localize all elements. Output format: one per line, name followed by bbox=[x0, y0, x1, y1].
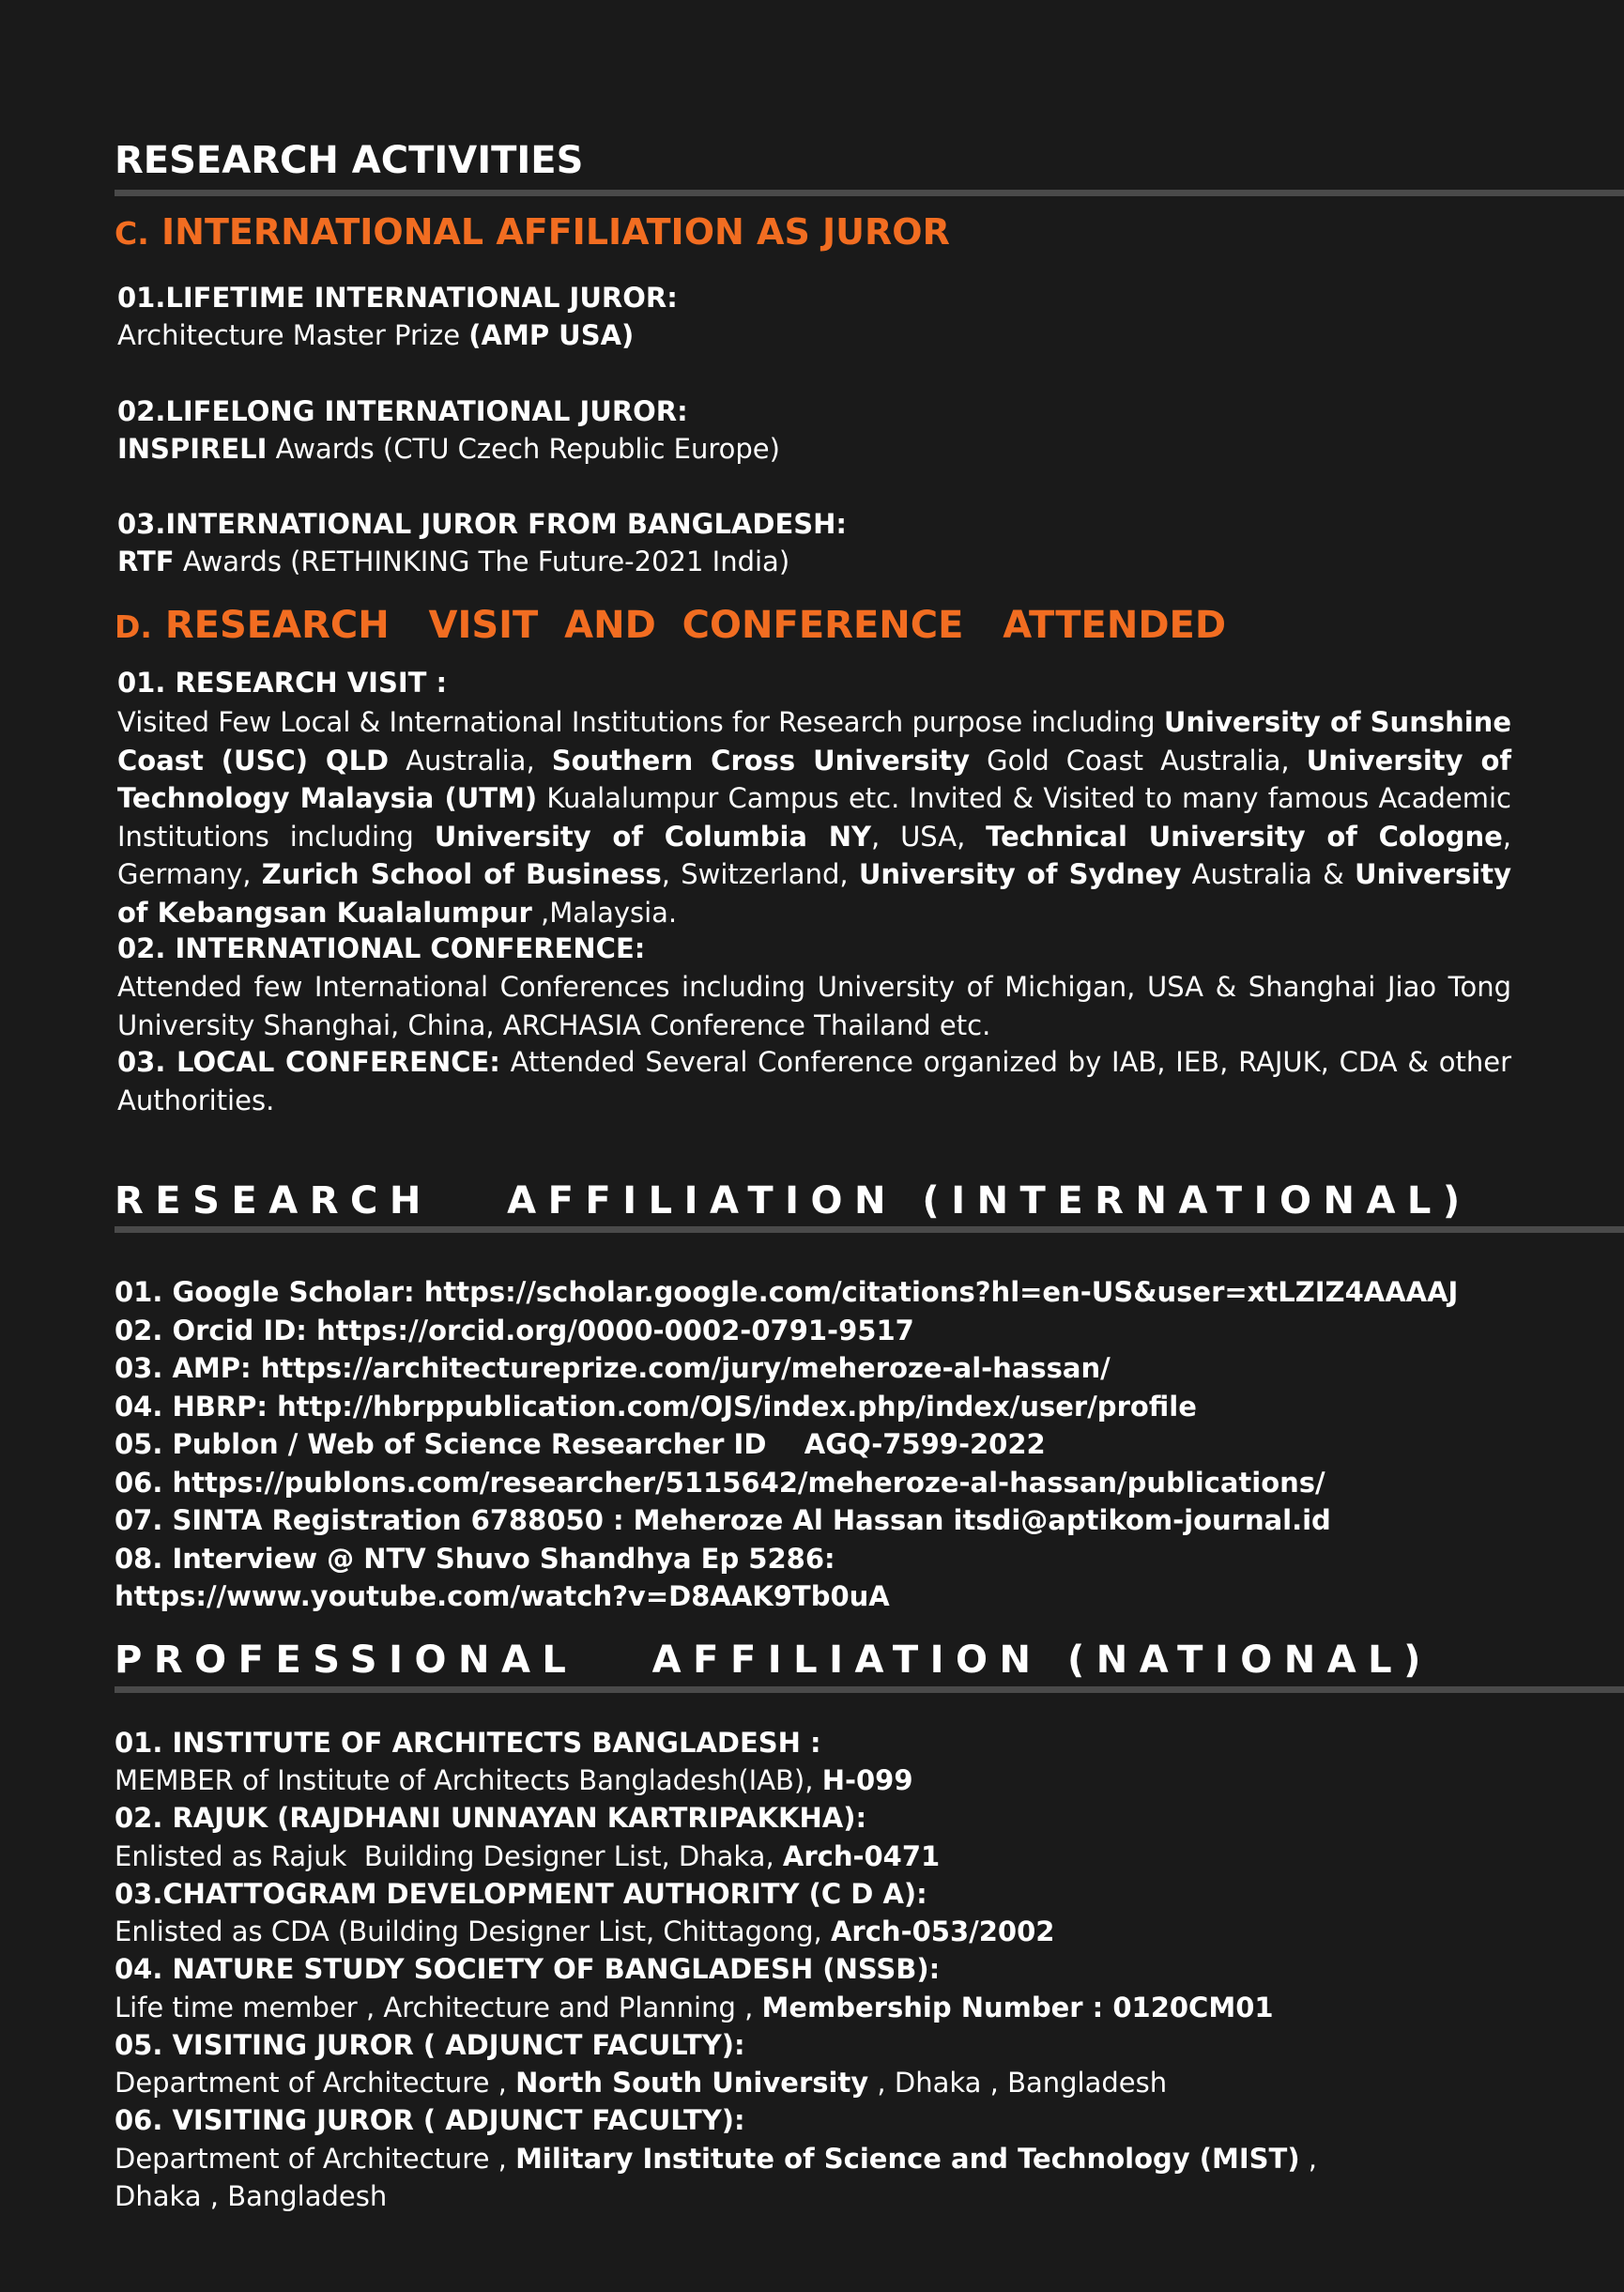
prof-item-6-text-line2: Dhaka , Bangladesh bbox=[115, 2180, 388, 2212]
research-visit-head: 01. RESEARCH VISIT : bbox=[117, 667, 448, 699]
juror-item-3-head: 03.INTERNATIONAL JUROR FROM BANGLADESH: bbox=[117, 508, 848, 540]
intl-conference-text: Attended few International Conferences including University of Michigan, USA & Shanghai Jiao Tong University Shanghai, China, ARCHASIA Conference Thailand etc. bbox=[117, 971, 1511, 1041]
prof-item-5-head: 05. VISITING JUROR ( ADJUNCT FACULTY): bbox=[115, 2029, 745, 2061]
local-conference-head: 03. LOCAL CONFERENCE: bbox=[117, 1046, 500, 1078]
research-affiliation-rule bbox=[115, 1226, 1624, 1233]
professional-affiliation-title: PROFESSIONAL AFFILIATION (NATIONAL) bbox=[115, 1638, 1432, 1682]
research-visit-text: Visited Few Local & International Institutions for Research purpose including University of Sunshine Coast (USC) QLD Australia, Southern Cross University Gold Coast Australia, University of Technology Malaysia (UTM) Kualalumpur Campus etc. Invited & Visited to many famous Academic Institutions including University of Columbia NY, USA, Technical University of Cologne, Germany, Zurich School of Business, Switzerland, University of Sydney Australia & University of Kebangsan Kualalumpur ,Malaysia. bbox=[117, 706, 1512, 929]
professional-affiliation-rule bbox=[115, 1686, 1624, 1693]
research-affiliation-title: RESEARCH AFFILIATION (INTERNATIONAL) bbox=[115, 1179, 1472, 1223]
prof-item-1-head: 01. INSTITUTE OF ARCHITECTS BANGLADESH : bbox=[115, 1727, 821, 1759]
prof-item-5-text: Department of Architecture , North South University , Dhaka , Bangladesh bbox=[115, 2067, 1168, 2099]
section-d-title-text: RESEARCH VISIT AND CONFERENCE ATTENDED bbox=[164, 604, 1227, 647]
juror-item-2-head: 02.LIFELONG INTERNATIONAL JUROR: bbox=[117, 395, 688, 427]
section-d-title bbox=[115, 604, 1226, 647]
research-link-7[interactable]: 07. SINTA Registration 6788050 : Meheroze Al Hassan itsdi@aptikom-journal.id bbox=[115, 1504, 1331, 1536]
section-d-letter: D. bbox=[115, 608, 152, 645]
research-link-4[interactable]: 04. HBRP: http://hbrppublication.com/OJS/index.php/index/user/profile bbox=[115, 1391, 1197, 1423]
page-heading: RESEARCH ACTIVITIES bbox=[115, 139, 584, 182]
prof-item-2-head: 02. RAJUK (RAJDHANI UNNAYAN KARTRIPAKKHA): bbox=[115, 1802, 867, 1834]
intl-conference-head: 02. INTERNATIONAL CONFERENCE: bbox=[117, 932, 646, 964]
research-link-3[interactable]: 03. AMP: https://architectureprize.com/jury/meheroze-al-hassan/ bbox=[115, 1352, 1111, 1384]
prof-item-1-text: MEMBER of Institute of Architects Bangladesh(IAB), H-099 bbox=[115, 1764, 913, 1796]
section-c-letter: C. bbox=[115, 215, 149, 252]
research-link-5: 05. Publon / Web of Science Researcher ID AGQ-7599-2022 bbox=[115, 1428, 1046, 1460]
juror-item-1-head: 01.LIFETIME INTERNATIONAL JUROR: bbox=[117, 282, 678, 314]
research-link-6[interactable]: 06. https://publons.com/researcher/5115642/meheroze-al-hassan/publications/ bbox=[115, 1467, 1325, 1499]
research-link-2[interactable]: 02. Orcid ID: https://orcid.org/0000-0002-0791-9517 bbox=[115, 1315, 914, 1346]
prof-item-6-head: 06. VISITING JUROR ( ADJUNCT FACULTY): bbox=[115, 2104, 745, 2136]
prof-item-4-head: 04. NATURE STUDY SOCIETY OF BANGLADESH (NSSB): bbox=[115, 1953, 941, 1985]
heading-rule bbox=[115, 190, 1624, 196]
local-conference-text: 03. LOCAL CONFERENCE: Attended Several Conference organized by IAB, IEB, RAJUK, CDA & other Authorities. bbox=[117, 1046, 1511, 1116]
research-link-9[interactable]: https://www.youtube.com/watch?v=D8AAK9Tb0uA bbox=[115, 1580, 890, 1612]
research-link-8: 08. Interview @ NTV Shuvo Shandhya Ep 5286: bbox=[115, 1543, 835, 1575]
prof-item-4-text: Life time member , Architecture and Planning , Membership Number : 0120CM01 bbox=[115, 1992, 1274, 2023]
juror-item-1-text: Architecture Master Prize (AMP USA) bbox=[117, 319, 635, 351]
section-c-title bbox=[115, 211, 950, 253]
prof-item-3-head: 03.CHATTOGRAM DEVELOPMENT AUTHORITY (C D A): bbox=[115, 1878, 927, 1910]
prof-item-2-text: Enlisted as Rajuk Building Designer List, Dhaka, Arch-0471 bbox=[115, 1840, 941, 1872]
juror-item-3-text: RTF Awards (RETHINKING The Future-2021 India) bbox=[117, 546, 790, 577]
juror-item-2-text: INSPIRELI Awards (CTU Czech Republic Europe) bbox=[117, 433, 780, 465]
section-c-title-text: INTERNATIONAL AFFILIATION AS JUROR bbox=[161, 211, 950, 253]
prof-item-6-text: Department of Architecture , Military Institute of Science and Technology (MIST) , bbox=[115, 2143, 1318, 2175]
research-link-1[interactable]: 01. Google Scholar: https://scholar.google.com/citations?hl=en-US&user=xtLZIZ4AAAAJ bbox=[115, 1276, 1459, 1308]
prof-item-3-text: Enlisted as CDA (Building Designer List, Chittagong, Arch-053/2002 bbox=[115, 1915, 1055, 1947]
